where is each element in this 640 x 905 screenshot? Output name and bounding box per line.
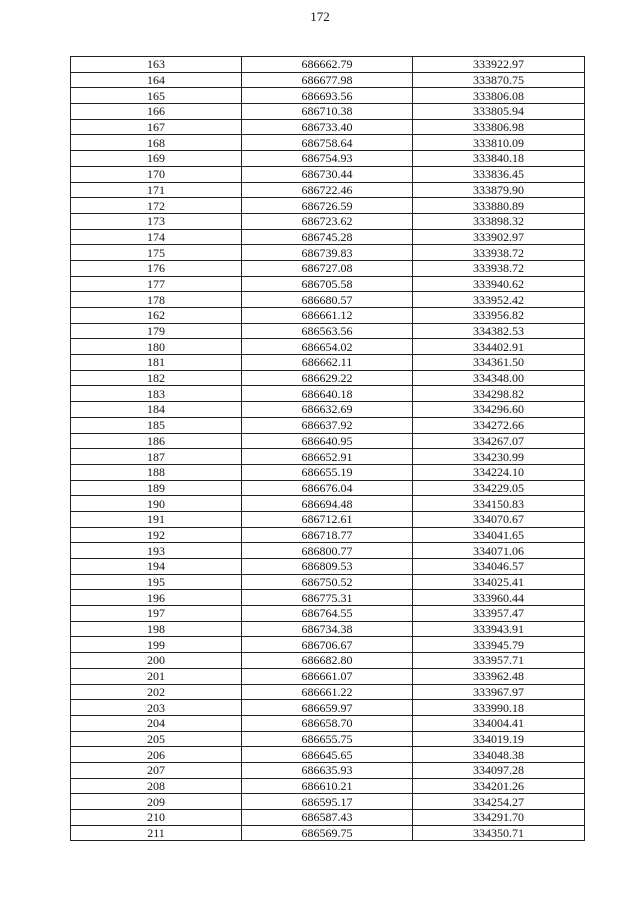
x-coordinate-cell: 686587.43 <box>242 810 413 826</box>
y-coordinate-cell: 334046.57 <box>413 559 585 575</box>
y-coordinate-cell: 334382.53 <box>413 323 585 339</box>
y-coordinate-cell: 334004.41 <box>413 715 585 731</box>
x-coordinate-cell: 686706.67 <box>242 637 413 653</box>
y-coordinate-cell: 333836.45 <box>413 166 585 182</box>
x-coordinate-cell: 686694.48 <box>242 496 413 512</box>
y-coordinate-cell: 334348.00 <box>413 370 585 386</box>
point-number-cell: 163 <box>71 57 242 73</box>
y-coordinate-cell: 334291.70 <box>413 810 585 826</box>
x-coordinate-cell: 686712.61 <box>242 511 413 527</box>
table-row <box>71 794 585 810</box>
point-number-cell: 197 <box>71 606 242 622</box>
table-row <box>71 276 585 292</box>
table-row <box>71 433 585 449</box>
point-number-cell: 207 <box>71 762 242 778</box>
table-row <box>71 182 585 198</box>
x-coordinate-cell: 686723.62 <box>242 213 413 229</box>
table-row <box>71 653 585 669</box>
table-row <box>71 496 585 512</box>
y-coordinate-cell: 333990.18 <box>413 700 585 716</box>
point-number-cell: 188 <box>71 464 242 480</box>
x-coordinate-cell: 686661.07 <box>242 668 413 684</box>
y-coordinate-cell: 334150.83 <box>413 496 585 512</box>
point-number-cell: 179 <box>71 323 242 339</box>
y-coordinate-cell: 333945.79 <box>413 637 585 653</box>
table-row <box>71 72 585 88</box>
point-number-cell: 180 <box>71 339 242 355</box>
y-coordinate-cell: 334272.66 <box>413 417 585 433</box>
y-coordinate-cell: 333962.48 <box>413 668 585 684</box>
table-row <box>71 621 585 637</box>
point-number-cell: 162 <box>71 308 242 324</box>
x-coordinate-cell: 686722.46 <box>242 182 413 198</box>
y-coordinate-cell: 333880.89 <box>413 198 585 214</box>
table-row <box>71 245 585 261</box>
x-coordinate-cell: 686659.97 <box>242 700 413 716</box>
table-row <box>71 402 585 418</box>
x-coordinate-cell: 686718.77 <box>242 527 413 543</box>
y-coordinate-cell: 334267.07 <box>413 433 585 449</box>
table-row <box>71 355 585 371</box>
x-coordinate-cell: 686705.58 <box>242 276 413 292</box>
x-coordinate-cell: 686727.08 <box>242 260 413 276</box>
x-coordinate-cell: 686775.31 <box>242 590 413 606</box>
x-coordinate-cell: 686754.93 <box>242 151 413 167</box>
x-coordinate-cell: 686745.28 <box>242 229 413 245</box>
x-coordinate-cell: 686677.98 <box>242 72 413 88</box>
table-row <box>71 574 585 590</box>
y-coordinate-cell: 334201.26 <box>413 778 585 794</box>
y-coordinate-cell: 334254.27 <box>413 794 585 810</box>
x-coordinate-cell: 686662.79 <box>242 57 413 73</box>
table-row <box>71 213 585 229</box>
point-number-cell: 209 <box>71 794 242 810</box>
x-coordinate-cell: 686733.40 <box>242 119 413 135</box>
x-coordinate-cell: 686662.11 <box>242 355 413 371</box>
table-row <box>71 135 585 151</box>
table-row <box>71 480 585 496</box>
x-coordinate-cell: 686655.19 <box>242 464 413 480</box>
x-coordinate-cell: 686632.69 <box>242 402 413 418</box>
point-number-cell: 184 <box>71 402 242 418</box>
point-number-cell: 202 <box>71 684 242 700</box>
x-coordinate-cell: 686652.91 <box>242 449 413 465</box>
y-coordinate-cell: 333898.32 <box>413 213 585 229</box>
table-row <box>71 166 585 182</box>
table-row <box>71 747 585 763</box>
y-coordinate-cell: 334361.50 <box>413 355 585 371</box>
point-number-cell: 173 <box>71 213 242 229</box>
y-coordinate-cell: 333943.91 <box>413 621 585 637</box>
point-number-cell: 187 <box>71 449 242 465</box>
x-coordinate-cell: 686610.21 <box>242 778 413 794</box>
coordinates-table <box>70 56 585 841</box>
x-coordinate-cell: 686629.22 <box>242 370 413 386</box>
y-coordinate-cell: 333967.97 <box>413 684 585 700</box>
x-coordinate-cell: 686640.18 <box>242 386 413 402</box>
x-coordinate-cell: 686654.02 <box>242 339 413 355</box>
x-coordinate-cell: 686730.44 <box>242 166 413 182</box>
point-number-cell: 200 <box>71 653 242 669</box>
table-row <box>71 684 585 700</box>
y-coordinate-cell: 334019.19 <box>413 731 585 747</box>
table-row <box>71 119 585 135</box>
y-coordinate-cell: 333938.72 <box>413 260 585 276</box>
table-row <box>71 511 585 527</box>
point-number-cell: 170 <box>71 166 242 182</box>
x-coordinate-cell: 686635.93 <box>242 762 413 778</box>
x-coordinate-cell: 686661.22 <box>242 684 413 700</box>
table-row <box>71 386 585 402</box>
table-row <box>71 762 585 778</box>
point-number-cell: 168 <box>71 135 242 151</box>
x-coordinate-cell: 686640.95 <box>242 433 413 449</box>
x-coordinate-cell: 686637.92 <box>242 417 413 433</box>
x-coordinate-cell: 686563.56 <box>242 323 413 339</box>
table-row <box>71 559 585 575</box>
y-coordinate-cell: 333922.97 <box>413 57 585 73</box>
point-number-cell: 182 <box>71 370 242 386</box>
y-coordinate-cell: 333902.97 <box>413 229 585 245</box>
y-coordinate-cell: 333938.72 <box>413 245 585 261</box>
point-number-cell: 199 <box>71 637 242 653</box>
table-row <box>71 527 585 543</box>
y-coordinate-cell: 334296.60 <box>413 402 585 418</box>
x-coordinate-cell: 686739.83 <box>242 245 413 261</box>
y-coordinate-cell: 333960.44 <box>413 590 585 606</box>
y-coordinate-cell: 334048.38 <box>413 747 585 763</box>
point-number-cell: 177 <box>71 276 242 292</box>
x-coordinate-cell: 686750.52 <box>242 574 413 590</box>
y-coordinate-cell: 334224.10 <box>413 464 585 480</box>
x-coordinate-cell: 686658.70 <box>242 715 413 731</box>
table-row <box>71 57 585 73</box>
table-row <box>71 731 585 747</box>
point-number-cell: 178 <box>71 292 242 308</box>
point-number-cell: 198 <box>71 621 242 637</box>
x-coordinate-cell: 686655.75 <box>242 731 413 747</box>
x-coordinate-cell: 686676.04 <box>242 480 413 496</box>
x-coordinate-cell: 686809.53 <box>242 559 413 575</box>
coordinates-table-body <box>71 57 585 841</box>
x-coordinate-cell: 686661.12 <box>242 308 413 324</box>
x-coordinate-cell: 686710.38 <box>242 104 413 120</box>
table-row <box>71 590 585 606</box>
table-row <box>71 308 585 324</box>
point-number-cell: 181 <box>71 355 242 371</box>
y-coordinate-cell: 334229.05 <box>413 480 585 496</box>
table-row <box>71 464 585 480</box>
y-coordinate-cell: 333805.94 <box>413 104 585 120</box>
point-number-cell: 164 <box>71 72 242 88</box>
y-coordinate-cell: 334041.65 <box>413 527 585 543</box>
x-coordinate-cell: 686645.65 <box>242 747 413 763</box>
y-coordinate-cell: 334298.82 <box>413 386 585 402</box>
point-number-cell: 174 <box>71 229 242 245</box>
y-coordinate-cell: 334097.28 <box>413 762 585 778</box>
point-number-cell: 204 <box>71 715 242 731</box>
point-number-cell: 167 <box>71 119 242 135</box>
table-row <box>71 825 585 841</box>
y-coordinate-cell: 333956.82 <box>413 308 585 324</box>
point-number-cell: 208 <box>71 778 242 794</box>
table-row <box>71 260 585 276</box>
x-coordinate-cell: 686764.55 <box>242 606 413 622</box>
x-coordinate-cell: 686734.38 <box>242 621 413 637</box>
table-row <box>71 292 585 308</box>
point-number-cell: 206 <box>71 747 242 763</box>
x-coordinate-cell: 686682.80 <box>242 653 413 669</box>
table-row <box>71 668 585 684</box>
point-number-cell: 169 <box>71 151 242 167</box>
table-row <box>71 700 585 716</box>
point-number-cell: 165 <box>71 88 242 104</box>
y-coordinate-cell: 334402.91 <box>413 339 585 355</box>
point-number-cell: 211 <box>71 825 242 841</box>
y-coordinate-cell: 333957.47 <box>413 606 585 622</box>
point-number-cell: 210 <box>71 810 242 826</box>
table-row <box>71 370 585 386</box>
table-row <box>71 323 585 339</box>
table-row <box>71 417 585 433</box>
table-row <box>71 151 585 167</box>
y-coordinate-cell: 333840.18 <box>413 151 585 167</box>
point-number-cell: 196 <box>71 590 242 606</box>
x-coordinate-cell: 686569.75 <box>242 825 413 841</box>
point-number-cell: 189 <box>71 480 242 496</box>
point-number-cell: 203 <box>71 700 242 716</box>
table-row <box>71 778 585 794</box>
x-coordinate-cell: 686680.57 <box>242 292 413 308</box>
point-number-cell: 193 <box>71 543 242 559</box>
table-row <box>71 449 585 465</box>
point-number-cell: 192 <box>71 527 242 543</box>
point-number-cell: 176 <box>71 260 242 276</box>
x-coordinate-cell: 686800.77 <box>242 543 413 559</box>
table-row <box>71 339 585 355</box>
point-number-cell: 186 <box>71 433 242 449</box>
y-coordinate-cell: 333810.09 <box>413 135 585 151</box>
table-row <box>71 104 585 120</box>
table-row <box>71 810 585 826</box>
y-coordinate-cell: 333952.42 <box>413 292 585 308</box>
x-coordinate-cell: 686693.56 <box>242 88 413 104</box>
page-number: 172 <box>310 9 330 24</box>
point-number-cell: 171 <box>71 182 242 198</box>
y-coordinate-cell: 333870.75 <box>413 72 585 88</box>
y-coordinate-cell: 333957.71 <box>413 653 585 669</box>
x-coordinate-cell: 686595.17 <box>242 794 413 810</box>
table-row <box>71 637 585 653</box>
y-coordinate-cell: 333806.98 <box>413 119 585 135</box>
y-coordinate-cell: 334070.67 <box>413 511 585 527</box>
point-number-cell: 183 <box>71 386 242 402</box>
point-number-cell: 195 <box>71 574 242 590</box>
point-number-cell: 194 <box>71 559 242 575</box>
table-row <box>71 88 585 104</box>
y-coordinate-cell: 333879.90 <box>413 182 585 198</box>
point-number-cell: 190 <box>71 496 242 512</box>
table-row <box>71 229 585 245</box>
point-number-cell: 166 <box>71 104 242 120</box>
x-coordinate-cell: 686726.59 <box>242 198 413 214</box>
y-coordinate-cell: 333940.62 <box>413 276 585 292</box>
y-coordinate-cell: 334350.71 <box>413 825 585 841</box>
y-coordinate-cell: 334230.99 <box>413 449 585 465</box>
y-coordinate-cell: 333806.08 <box>413 88 585 104</box>
table-row <box>71 198 585 214</box>
point-number-cell: 175 <box>71 245 242 261</box>
point-number-cell: 205 <box>71 731 242 747</box>
x-coordinate-cell: 686758.64 <box>242 135 413 151</box>
table-row <box>71 715 585 731</box>
point-number-cell: 201 <box>71 668 242 684</box>
point-number-cell: 172 <box>71 198 242 214</box>
table-row <box>71 543 585 559</box>
point-number-cell: 185 <box>71 417 242 433</box>
y-coordinate-cell: 334025.41 <box>413 574 585 590</box>
y-coordinate-cell: 334071.06 <box>413 543 585 559</box>
table-row <box>71 606 585 622</box>
point-number-cell: 191 <box>71 511 242 527</box>
